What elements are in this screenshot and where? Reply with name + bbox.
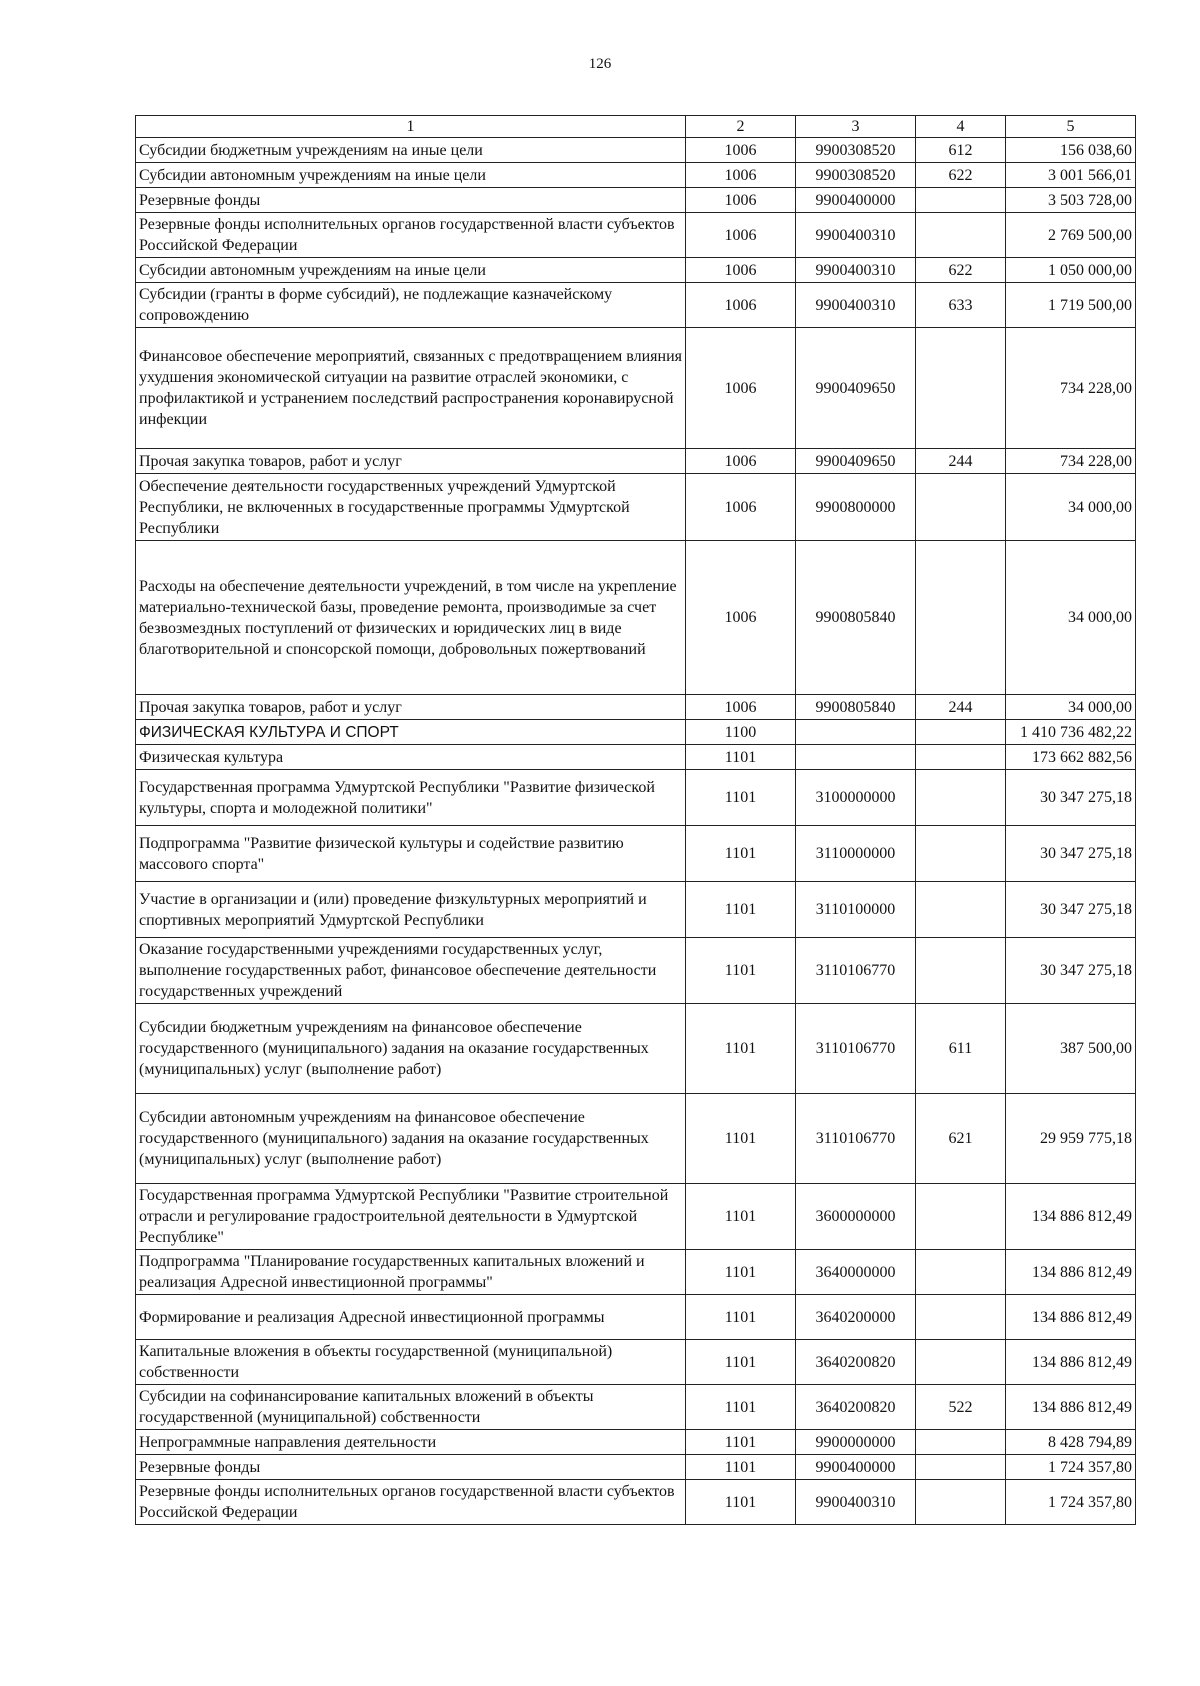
row-amount: 8 428 794,89 <box>1006 1430 1136 1455</box>
row-target-code: 9900409650 <box>796 449 916 474</box>
row-section-code: 1101 <box>686 1250 796 1295</box>
table-row <box>136 1455 1136 1480</box>
row-target-code: 3100000000 <box>796 770 916 826</box>
row-expense-type <box>916 213 1006 258</box>
row-amount: 30 347 275,18 <box>1006 826 1136 882</box>
row-expense-type: 622 <box>916 258 1006 283</box>
row-amount: 134 886 812,49 <box>1006 1295 1136 1340</box>
row-target-code: 3600000000 <box>796 1184 916 1250</box>
row-name: Субсидии автономным учреждениям на финансовое обеспечение государственного (муниципального) задания на оказание государственных (муниципальных) услуг (выполнение работ) <box>136 1094 686 1184</box>
row-section-code: 1101 <box>686 1430 796 1455</box>
budget-table <box>135 115 1136 1525</box>
row-target-code: 3640200820 <box>796 1385 916 1430</box>
table-row <box>136 720 1136 745</box>
header-col-2: 2 <box>686 116 796 138</box>
row-section-code: 1101 <box>686 882 796 938</box>
row-target-code: 9900805840 <box>796 541 916 695</box>
table-row <box>136 1250 1136 1295</box>
header-row <box>136 116 1136 138</box>
row-amount: 2 769 500,00 <box>1006 213 1136 258</box>
row-amount: 30 347 275,18 <box>1006 882 1136 938</box>
row-target-code: 9900400000 <box>796 1455 916 1480</box>
row-expense-type <box>916 770 1006 826</box>
table-row <box>136 1340 1136 1385</box>
row-expense-type <box>916 720 1006 745</box>
row-name: Субсидии (гранты в форме субсидий), не подлежащие казначейскому сопровождению <box>136 283 686 328</box>
row-name: Прочая закупка товаров, работ и услуг <box>136 449 686 474</box>
row-section-code: 1101 <box>686 770 796 826</box>
row-name: Участие в организации и (или) проведение физкультурных мероприятий и спортивных мероприятий Удмуртской Республики <box>136 882 686 938</box>
row-name: Непрограммные направления деятельности <box>136 1430 686 1455</box>
row-section-code: 1101 <box>686 826 796 882</box>
row-name: Субсидии бюджетным учреждениям на финансовое обеспечение государственного (муниципального) задания на оказание государственных (муниципальных) услуг (выполнение работ) <box>136 1004 686 1094</box>
row-section-code: 1101 <box>686 1340 796 1385</box>
table-row <box>136 541 1136 695</box>
row-amount: 34 000,00 <box>1006 695 1136 720</box>
row-section-code: 1006 <box>686 188 796 213</box>
row-expense-type <box>916 1295 1006 1340</box>
table-row <box>136 1184 1136 1250</box>
row-name: Финансовое обеспечение мероприятий, связанных с предотвращением влияния ухудшения экономической ситуации на развитие отраслей экономики, с профилактикой и устранением последствий распространения коронавирусной инфекции <box>136 328 686 449</box>
row-name: Обеспечение деятельности государственных учреждений Удмуртской Республики, не включенных в государственные программы Удмуртской Республики <box>136 474 686 541</box>
table-row <box>136 328 1136 449</box>
table-row <box>136 882 1136 938</box>
row-amount: 1 719 500,00 <box>1006 283 1136 328</box>
row-target-code: 3110106770 <box>796 1094 916 1184</box>
row-amount: 3 503 728,00 <box>1006 188 1136 213</box>
row-target-code: 3110106770 <box>796 938 916 1004</box>
row-target-code: 3640000000 <box>796 1250 916 1295</box>
row-expense-type: 612 <box>916 138 1006 163</box>
table-row <box>136 1430 1136 1455</box>
row-name: Формирование и реализация Адресной инвестиционной программы <box>136 1295 686 1340</box>
table-row <box>136 745 1136 770</box>
row-name: Подпрограмма "Планирование государственных капитальных вложений и реализация Адресной инвестиционной программы" <box>136 1250 686 1295</box>
row-expense-type <box>916 1184 1006 1250</box>
row-target-code: 9900308520 <box>796 163 916 188</box>
row-name: Резервные фонды <box>136 1455 686 1480</box>
page-number: 126 <box>588 56 612 72</box>
row-name: Подпрограмма "Развитие физической культуры и содействие развитию массового спорта" <box>136 826 686 882</box>
table-row <box>136 826 1136 882</box>
row-name: Резервные фонды <box>136 188 686 213</box>
row-amount: 134 886 812,49 <box>1006 1385 1136 1430</box>
row-amount: 1 410 736 482,22 <box>1006 720 1136 745</box>
row-target-code: 3110100000 <box>796 882 916 938</box>
row-name: Резервные фонды исполнительных органов государственной власти субъектов Российской Федерации <box>136 1480 686 1525</box>
table-row <box>136 1094 1136 1184</box>
header-col-3: 3 <box>796 116 916 138</box>
row-expense-type: 611 <box>916 1004 1006 1094</box>
row-section-code: 1101 <box>686 1480 796 1525</box>
row-section-code: 1006 <box>686 695 796 720</box>
row-expense-type <box>916 188 1006 213</box>
row-amount: 1 050 000,00 <box>1006 258 1136 283</box>
row-name: Прочая закупка товаров, работ и услуг <box>136 695 686 720</box>
row-amount: 34 000,00 <box>1006 474 1136 541</box>
row-target-code <box>796 720 916 745</box>
table-row <box>136 1385 1136 1430</box>
row-section-code: 1101 <box>686 1295 796 1340</box>
row-amount: 3 001 566,01 <box>1006 163 1136 188</box>
row-target-code: 3110106770 <box>796 1004 916 1094</box>
row-amount: 34 000,00 <box>1006 541 1136 695</box>
row-section-code: 1006 <box>686 328 796 449</box>
row-target-code: 9900400310 <box>796 283 916 328</box>
row-expense-type: 621 <box>916 1094 1006 1184</box>
row-name: Субсидии на софинансирование капитальных вложений в объекты государственной (муниципальной) собственности <box>136 1385 686 1430</box>
row-expense-type: 244 <box>916 449 1006 474</box>
table-row <box>136 163 1136 188</box>
row-name: ФИЗИЧЕСКАЯ КУЛЬТУРА И СПОРТ <box>136 720 686 745</box>
row-section-code: 1006 <box>686 213 796 258</box>
header-col-1: 1 <box>136 116 686 138</box>
row-expense-type <box>916 474 1006 541</box>
table-row <box>136 695 1136 720</box>
row-target-code: 9900400310 <box>796 258 916 283</box>
row-expense-type <box>916 882 1006 938</box>
row-section-code: 1006 <box>686 474 796 541</box>
row-expense-type <box>916 1430 1006 1455</box>
row-amount: 134 886 812,49 <box>1006 1340 1136 1385</box>
row-name: Субсидии автономным учреждениям на иные цели <box>136 163 686 188</box>
row-section-code: 1006 <box>686 258 796 283</box>
row-expense-type <box>916 328 1006 449</box>
row-expense-type: 522 <box>916 1385 1006 1430</box>
table-row <box>136 258 1136 283</box>
row-amount: 29 959 775,18 <box>1006 1094 1136 1184</box>
row-amount: 1 724 357,80 <box>1006 1455 1136 1480</box>
row-expense-type <box>916 826 1006 882</box>
row-section-code: 1006 <box>686 541 796 695</box>
row-section-code: 1101 <box>686 745 796 770</box>
row-expense-type <box>916 745 1006 770</box>
row-expense-type <box>916 541 1006 695</box>
row-section-code: 1100 <box>686 720 796 745</box>
row-target-code: 9900400000 <box>796 188 916 213</box>
row-section-code: 1101 <box>686 1184 796 1250</box>
row-section-code: 1101 <box>686 1385 796 1430</box>
table-row <box>136 770 1136 826</box>
row-expense-type <box>916 938 1006 1004</box>
row-target-code: 9900800000 <box>796 474 916 541</box>
row-expense-type: 622 <box>916 163 1006 188</box>
table-row <box>136 1295 1136 1340</box>
row-expense-type: 633 <box>916 283 1006 328</box>
row-target-code: 3640200820 <box>796 1340 916 1385</box>
table-row <box>136 474 1136 541</box>
row-expense-type: 244 <box>916 695 1006 720</box>
row-section-code: 1006 <box>686 283 796 328</box>
row-amount: 387 500,00 <box>1006 1004 1136 1094</box>
table-row <box>136 138 1136 163</box>
row-amount: 134 886 812,49 <box>1006 1184 1136 1250</box>
row-target-code: 3640200000 <box>796 1295 916 1340</box>
table-row <box>136 1004 1136 1094</box>
row-target-code: 9900400310 <box>796 1480 916 1525</box>
row-target-code: 9900805840 <box>796 695 916 720</box>
row-target-code: 9900000000 <box>796 1430 916 1455</box>
header-col-5: 5 <box>1006 116 1136 138</box>
row-name: Субсидии автономным учреждениям на иные цели <box>136 258 686 283</box>
row-amount: 30 347 275,18 <box>1006 938 1136 1004</box>
row-section-code: 1101 <box>686 1094 796 1184</box>
row-amount: 30 347 275,18 <box>1006 770 1136 826</box>
row-amount: 156 038,60 <box>1006 138 1136 163</box>
row-section-code: 1006 <box>686 138 796 163</box>
row-expense-type <box>916 1250 1006 1295</box>
row-amount: 134 886 812,49 <box>1006 1250 1136 1295</box>
row-name: Государственная программа Удмуртской Республики "Развитие строительной отрасли и регулирование градостроительной деятельности в Удмуртской Республике" <box>136 1184 686 1250</box>
row-name: Расходы на обеспечение деятельности учреждений, в том числе на укрепление материально-технической базы, проведение ремонта, производимые за счет безвозмездных поступлений от физических и юридических лиц в виде благотворительной и спонсорской помощи, добровольных пожертвований <box>136 541 686 695</box>
row-name: Капитальные вложения в объекты государственной (муниципальной) собственности <box>136 1340 686 1385</box>
row-section-code: 1006 <box>686 449 796 474</box>
table-row <box>136 283 1136 328</box>
row-target-code: 9900400310 <box>796 213 916 258</box>
row-section-code: 1101 <box>686 1455 796 1480</box>
row-section-code: 1101 <box>686 1004 796 1094</box>
row-target-code: 3110000000 <box>796 826 916 882</box>
row-target-code <box>796 745 916 770</box>
header-col-4: 4 <box>916 116 1006 138</box>
row-amount: 173 662 882,56 <box>1006 745 1136 770</box>
row-name: Субсидии бюджетным учреждениям на иные цели <box>136 138 686 163</box>
row-amount: 734 228,00 <box>1006 328 1136 449</box>
row-name: Физическая культура <box>136 745 686 770</box>
row-name: Государственная программа Удмуртской Республики "Развитие физической культуры, спорта и молодежной политики" <box>136 770 686 826</box>
row-target-code: 9900308520 <box>796 138 916 163</box>
table-row <box>136 449 1136 474</box>
row-expense-type <box>916 1480 1006 1525</box>
row-section-code: 1101 <box>686 938 796 1004</box>
row-name: Оказание государственными учреждениями государственных услуг, выполнение государственных работ, финансовое обеспечение деятельности государственных учреждений <box>136 938 686 1004</box>
row-target-code: 9900409650 <box>796 328 916 449</box>
row-amount: 1 724 357,80 <box>1006 1480 1136 1525</box>
row-amount: 734 228,00 <box>1006 449 1136 474</box>
table-row <box>136 1480 1136 1525</box>
table-row <box>136 938 1136 1004</box>
table-row <box>136 188 1136 213</box>
row-expense-type <box>916 1340 1006 1385</box>
row-name: Резервные фонды исполнительных органов государственной власти субъектов Российской Федерации <box>136 213 686 258</box>
row-expense-type <box>916 1455 1006 1480</box>
row-section-code: 1006 <box>686 163 796 188</box>
table-row <box>136 213 1136 258</box>
